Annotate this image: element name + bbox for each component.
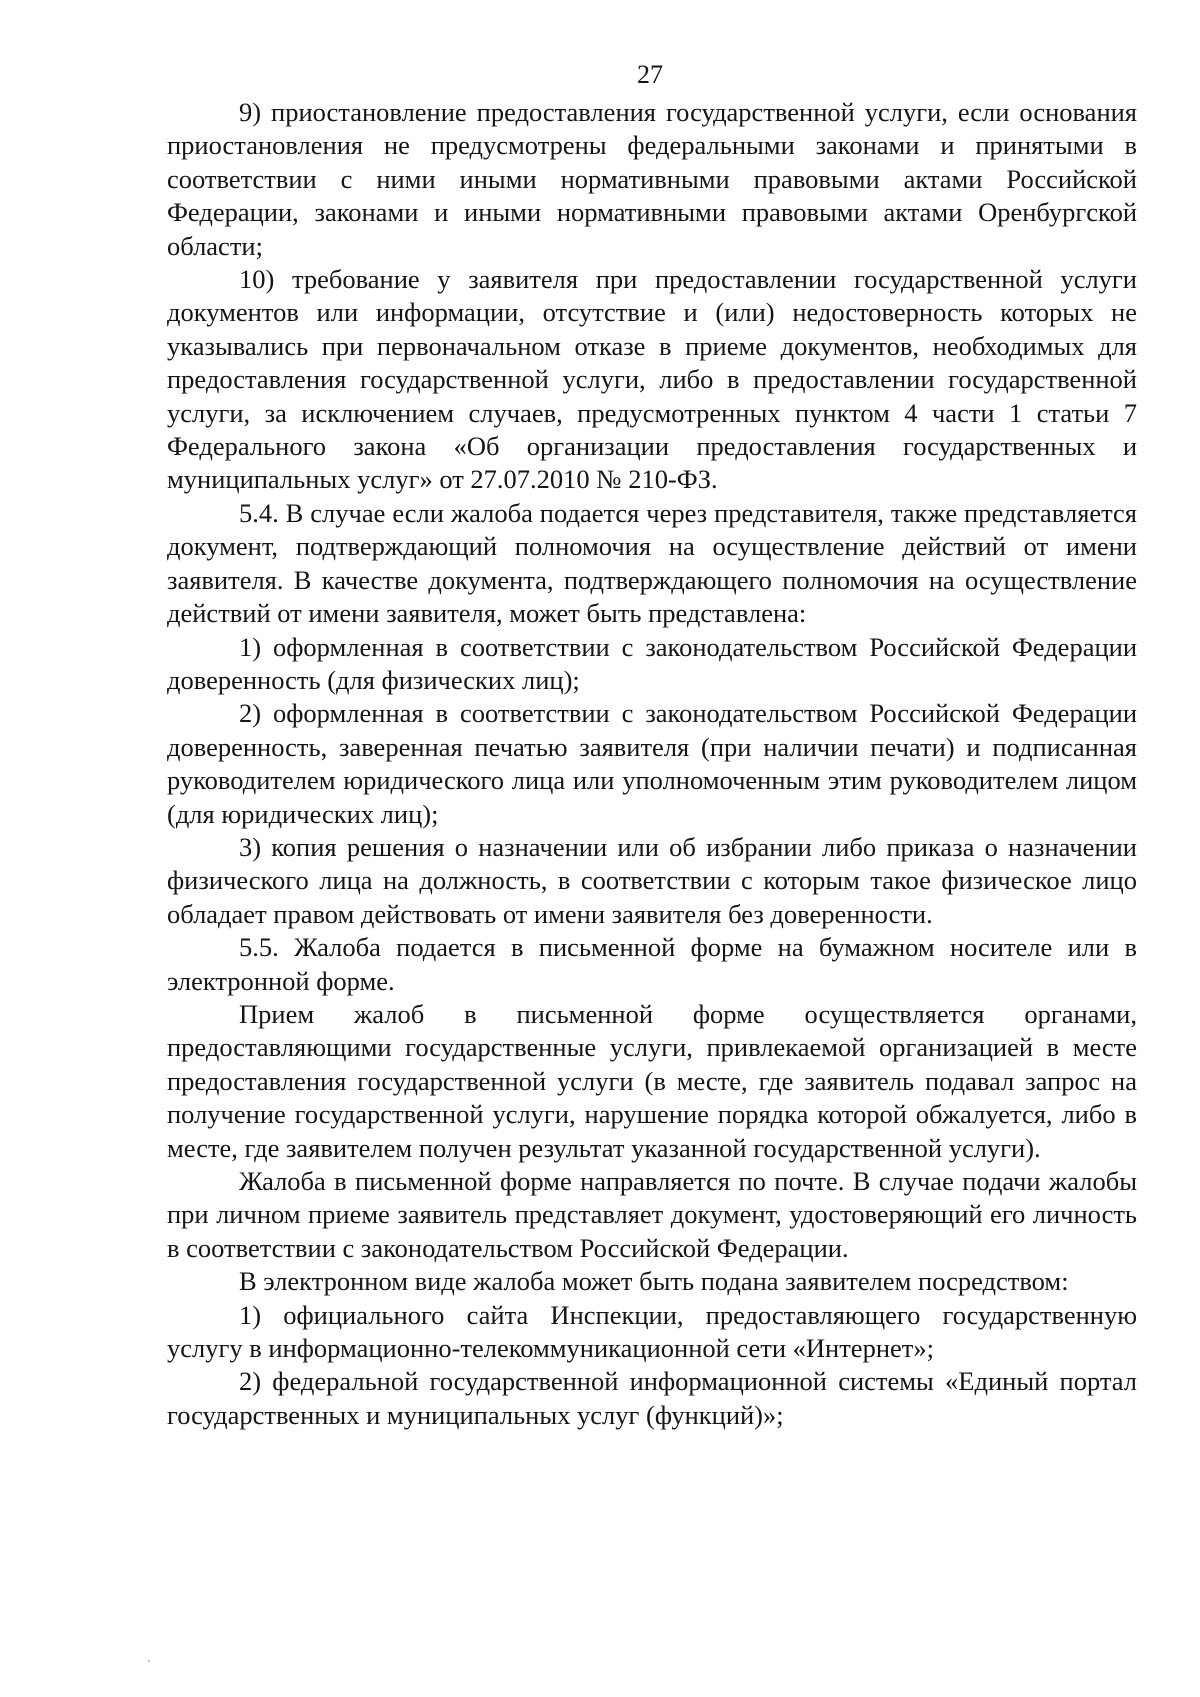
paragraph-5-4-item-3: 3) копия решения о назначении или об избрании либо приказа о назначении физического лица на должность, в соответствии с которым такое физическое лицо обладает правом действовать от имени заявителя без доверенности. xyxy=(167,831,1137,929)
paragraph-item-10: 10) требование у заявителя при предоставлении государственной услуги документов или информации, отсутствие и (или) недостоверность которых не указывались при первоначальном отказе в приеме документов, необходимых для предоставления государственной услуги, либо в предоставлении государственной услуги, за исключением случаев, предусмотренных пунктом 4 части 1 статьи 7 Федерального закона «Об организации предоставления государственных и муниципальных услуг» от 27.07.2010 № 210-ФЗ. xyxy=(167,264,1137,495)
paragraph-section-5-5: 5.5. Жалоба подается в письменной форме на бумажном носителе или в электронной форме. xyxy=(167,932,1137,996)
paragraph-5-4-item-2: 2) оформленная в соответствии с законодательством Российской Федерации доверенность, заверенная печатью заявителя (при наличии печати) и подписанная руководителем юридического лица или уполномоченным этим руководителем лицом (для юридических лиц); xyxy=(167,698,1137,829)
paragraph-item-9: 9) приостановление предоставления государственной услуги, если основания приостановления не предусмотрены федеральными законами и принятыми в соответствии с ними иными нормативными правовыми актами Российской Федерации, законами и иными нормативными правовыми актами Оренбургской области; xyxy=(167,97,1137,261)
paragraph-5-4-item-1: 1) оформленная в соответствии с законодательством Российской Федерации доверенность (для физических лиц); xyxy=(167,631,1137,695)
document-body xyxy=(167,96,1137,1432)
paragraph-written-complaints: Прием жалоб в письменной форме осуществляется органами, предоставляющими государственные услуги, привлекаемой организацией в месте предоставления государственной услуги (в месте, где заявитель подавал запрос на получение государственной услуги, нарушение порядка которой обжалуется, либо в месте, где заявителем получен результат указанной государственной услуги). xyxy=(167,998,1137,1163)
scan-speck xyxy=(148,1660,150,1662)
page-number: 27 xyxy=(637,60,663,89)
paragraph-postal-complaints: Жалоба в письменной форме направляется по почте. В случае подачи жалобы при личном приеме заявитель представляет документ, удостоверяющий его личность в соответствии с законодательством Российской Федерации. xyxy=(167,1166,1137,1263)
paragraph-section-5-4: 5.4. В случае если жалоба подается через представителя, также представляется документ, подтверждающий полномочия на осуществление действий от имени заявителя. В качестве документа, подтверждающего полномочия на осуществление действий от имени заявителя, может быть представлена: xyxy=(167,497,1137,629)
paragraph-electronic-complaints: В электронном виде жалоба может быть подана заявителем посредством: xyxy=(239,1266,1069,1297)
paragraph-electronic-item-2: 2) федеральной государственной информационной системы «Единый портал государственных и муниципальных услуг (функций)»; xyxy=(167,1366,1137,1430)
paragraph-electronic-item-1: 1) официального сайта Инспекции, предоставляющего государственную услугу в информационно-телекоммуникационной сети «Интернет»; xyxy=(167,1299,1137,1364)
